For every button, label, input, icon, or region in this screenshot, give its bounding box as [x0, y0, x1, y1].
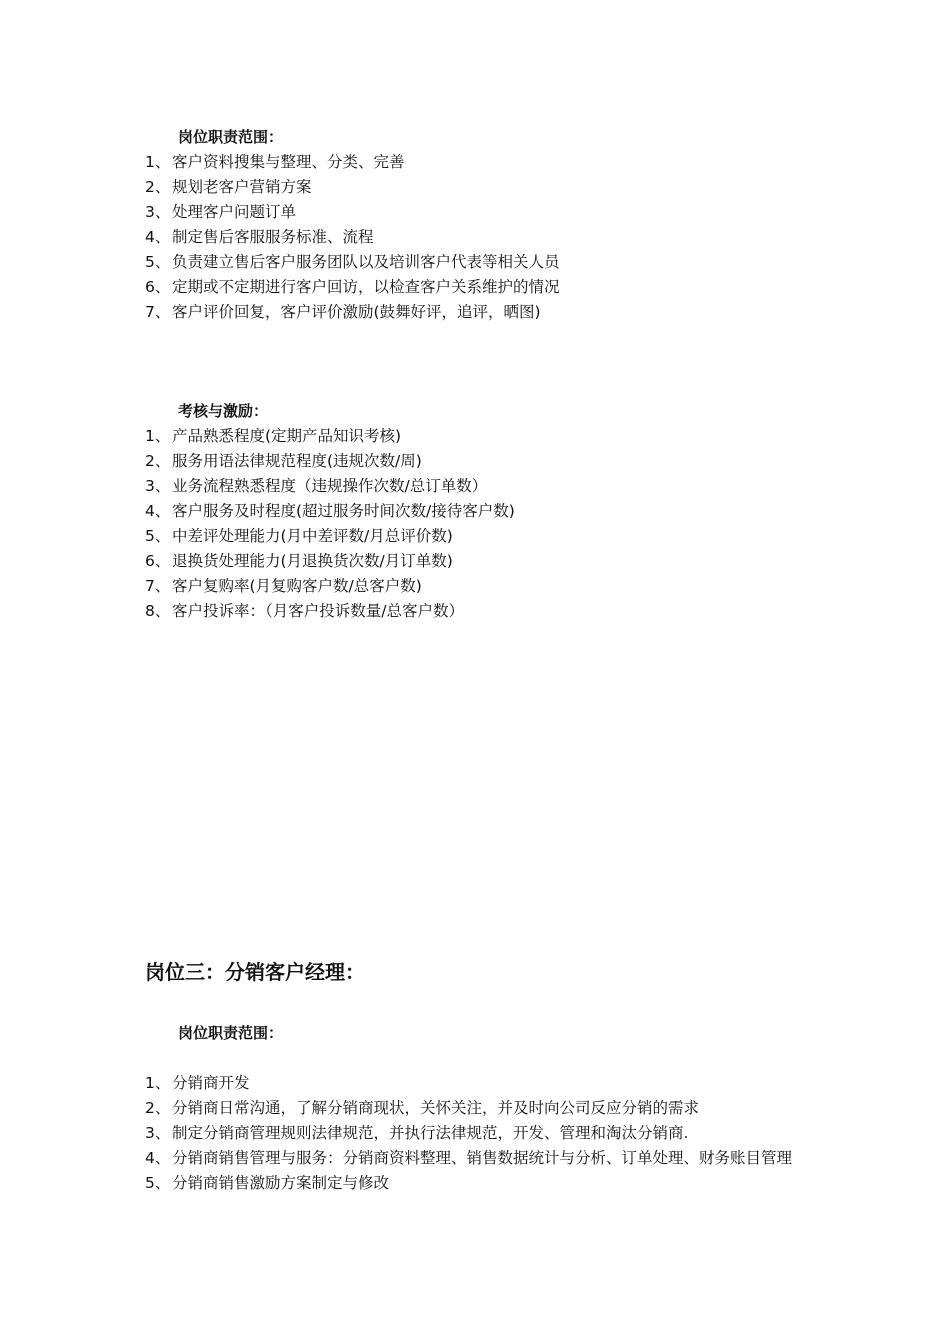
item-number: 4、: [145, 228, 171, 246]
item-text: 客户评价回复，客户评价激励(鼓舞好评，追评，晒图): [172, 303, 541, 321]
list-item: [145, 424, 805, 449]
item-number: 1、: [145, 153, 171, 171]
list-item: [145, 574, 805, 599]
item-number: 6、: [145, 552, 171, 570]
item-text: 客户服务及时程度(超过服务时间次数/接待客户数): [172, 502, 515, 520]
item-text: 规划老客户营销方案: [172, 178, 312, 196]
list-item: [145, 524, 805, 549]
list-item: [145, 474, 805, 499]
item-text: 分销商销售管理与服务：分销商资料整理、销售数据统计与分析、订单处理、财务账目管理: [172, 1149, 793, 1167]
list-item: [145, 150, 805, 175]
item-text: 产品熟悉程度(定期产品知识考核): [172, 427, 402, 445]
list-item: [145, 1121, 805, 1146]
list-item: [145, 449, 805, 474]
item-number: 5、: [145, 253, 171, 271]
list-item: [145, 549, 805, 574]
item-number: 6、: [145, 278, 171, 296]
list-item: [145, 175, 805, 200]
item-number: 5、: [145, 1174, 171, 1192]
item-number: 3、: [145, 203, 171, 221]
item-text: 定期或不定期进行客户回访，以检查客户关系维护的情况: [172, 278, 560, 296]
spacer: [145, 1046, 805, 1071]
list-item: [145, 1096, 805, 1121]
item-text: 服务用语法律规范程度(违规次数/周): [172, 452, 422, 470]
section-heading: 考核与激励：: [178, 402, 269, 420]
item-text: 分销商销售激励方案制定与修改: [172, 1174, 390, 1192]
item-number: 5、: [145, 527, 171, 545]
item-number: 7、: [145, 303, 171, 321]
item-number: 4、: [145, 1149, 171, 1167]
item-number: 1、: [145, 427, 171, 445]
item-text: 业务流程熟悉程度（违规操作次数/总订单数）: [172, 477, 488, 495]
item-text: 负责建立售后客户服务团队以及培训客户代表等相关人员: [172, 253, 560, 271]
list-item: [145, 1071, 805, 1096]
list-item: [145, 300, 805, 325]
item-number: 2、: [145, 178, 171, 196]
section-duties: [145, 125, 805, 325]
position-title: 岗位三：分销客户经理：: [145, 960, 365, 984]
item-text: 分销商开发: [172, 1074, 250, 1092]
item-text: 退换货处理能力(月退换货次数/月订单数): [172, 552, 453, 570]
item-number: 1、: [145, 1074, 171, 1092]
item-text: 客户资料搜集与整理、分类、完善: [172, 153, 405, 171]
list-item: [145, 599, 805, 624]
item-number: 7、: [145, 577, 171, 595]
list-item: [145, 1171, 805, 1196]
item-text: 制定分销商管理规则法律规范，并执行法律规范，开发、管理和淘汰分销商.: [172, 1124, 689, 1142]
item-number: 2、: [145, 1099, 171, 1117]
item-text: 分销商日常沟通，了解分销商现状，关怀关注，并及时向公司反应分销的需求: [172, 1099, 700, 1117]
section-heading: 岗位职责范围：: [178, 128, 284, 146]
item-number: 3、: [145, 1124, 171, 1142]
item-number: 2、: [145, 452, 171, 470]
list-item: [145, 200, 805, 225]
item-text: 客户复购率(月复购客户数/总客户数): [172, 577, 422, 595]
item-number: 8、: [145, 602, 171, 620]
item-number: 3、: [145, 477, 171, 495]
item-text: 客户投诉率：（月客户投诉数量/总客户数）: [172, 602, 464, 620]
list-item: [145, 275, 805, 300]
section-assessment: [145, 399, 805, 624]
list-item: [145, 499, 805, 524]
item-text: 制定售后客服服务标准、流程: [172, 228, 374, 246]
list-item: [145, 225, 805, 250]
list-item: [145, 1146, 805, 1171]
item-text: 处理客户问题订单: [172, 203, 297, 221]
section-heading: 岗位职责范围：: [178, 1024, 284, 1042]
list-item: [145, 250, 805, 275]
item-text: 中差评处理能力(月中差评数/月总评价数): [172, 527, 453, 545]
item-number: 4、: [145, 502, 171, 520]
section-duties-position3: [145, 1021, 805, 1196]
